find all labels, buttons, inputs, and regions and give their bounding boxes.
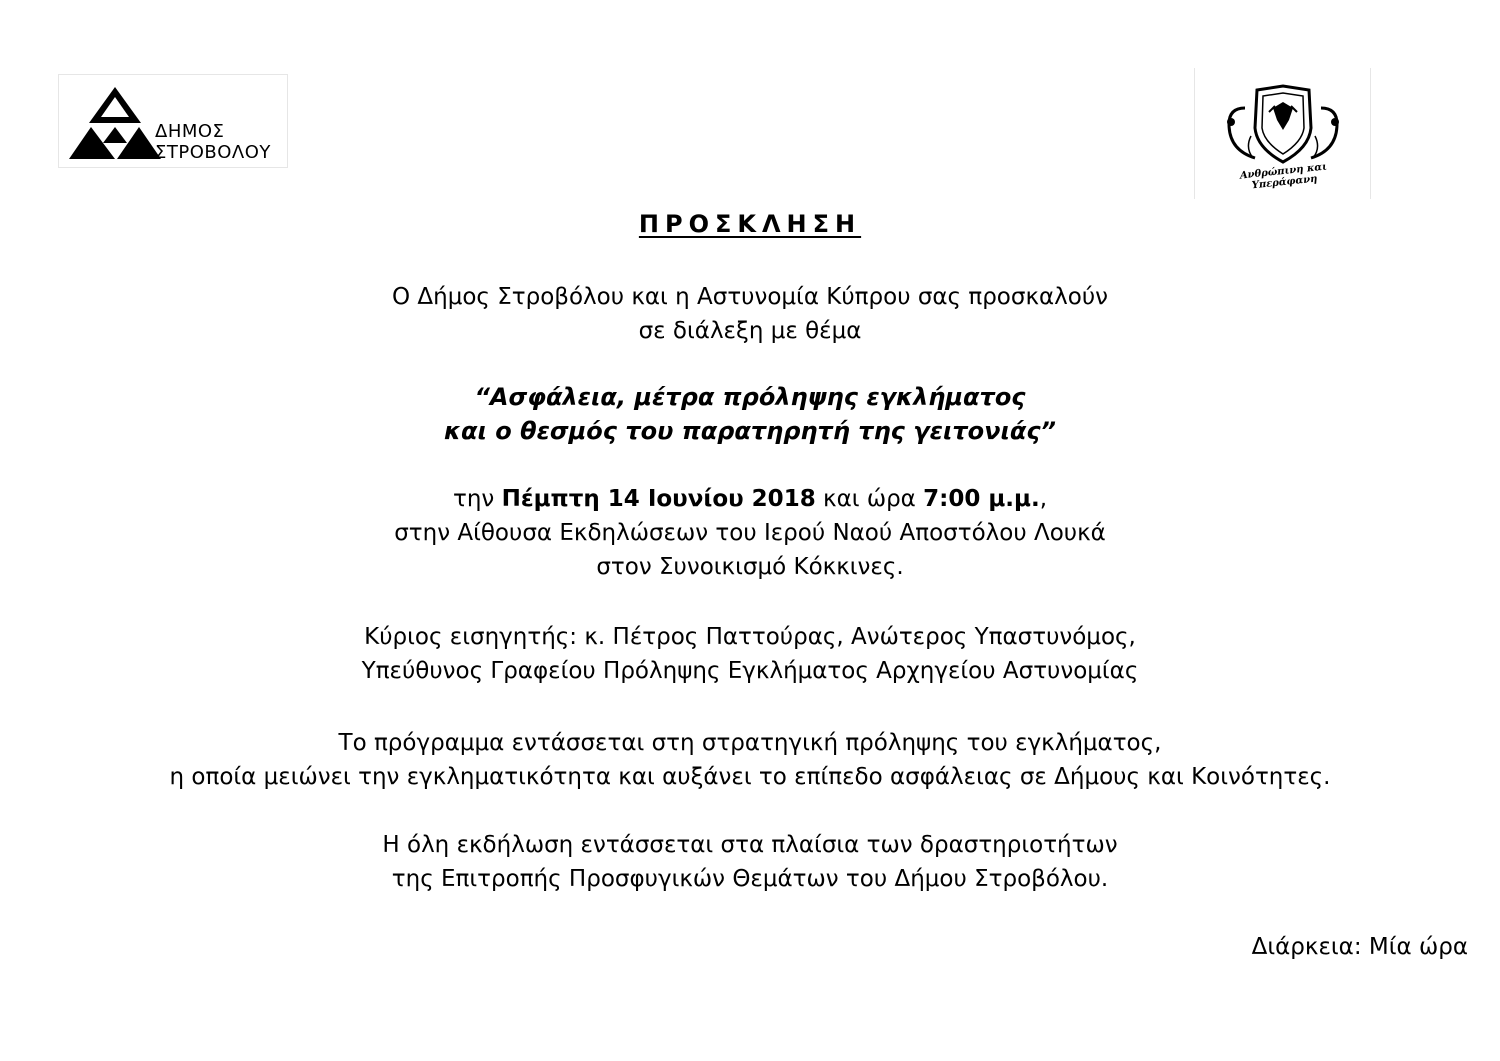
program-line2: η οποία μειώνει την εγκληματικότητα και αυξάνει το επίπεδο ασφάλειας σε Δήμους και Κοινότητες. bbox=[169, 764, 1331, 790]
event-prefix: την bbox=[452, 486, 502, 512]
intro-paragraph bbox=[0, 280, 1500, 348]
logo-text-line2: ΣΤΡΟΒΟΛΟΥ bbox=[155, 142, 271, 163]
event-middle: και ώρα bbox=[815, 486, 924, 512]
program-paragraph bbox=[0, 726, 1500, 794]
event-suffix: , bbox=[1039, 486, 1048, 512]
intro-line1: Ο Δήμος Στροβόλου και η Αστυνομία Κύπρου σας προσκαλούν bbox=[391, 284, 1109, 310]
triangles-logo-icon bbox=[69, 83, 161, 163]
page-title: ΠΡΟΣΚΛΗΣΗ bbox=[638, 210, 862, 238]
framework-line2: της Επιτροπής Προσφυγικών Θεμάτων του Δήμου Στροβόλου. bbox=[391, 866, 1109, 892]
speaker-line1: Κύριος εισηγητής: κ. Πέτρος Παττούρας, Ανώτερος Υπαστυνόμος, bbox=[364, 624, 1136, 650]
framework-paragraph bbox=[0, 828, 1500, 896]
program-line1: Το πρόγραμμα εντάσσεται στη στρατηγική πρόληψης του εγκλήματος, bbox=[338, 730, 1162, 756]
topic-line2: και ο θεσμός του παρατηρητή της γειτονιάς” bbox=[443, 417, 1056, 445]
framework-line1: Η όλη εκδήλωση εντάσσεται στα πλαίσια των δραστηριοτήτων bbox=[382, 832, 1118, 858]
speaker-line2: Υπεύθυνος Γραφείου Πρόληψης Εγκλήματος Αρχηγείου Αστυνομίας bbox=[361, 658, 1139, 684]
police-emblem bbox=[1194, 68, 1371, 199]
event-time: 7:00 μ.μ. bbox=[923, 486, 1040, 512]
speaker-paragraph bbox=[0, 620, 1500, 688]
event-details bbox=[0, 482, 1500, 584]
event-datetime-line bbox=[0, 482, 1500, 516]
event-date: Πέμπτη 14 Ιουνίου 2018 bbox=[501, 486, 816, 512]
event-area: στον Συνοικισμό Κόκκινες. bbox=[596, 554, 904, 580]
logo-text-line1: ΔΗΜΟΣ bbox=[155, 121, 225, 142]
lecture-topic bbox=[0, 380, 1500, 448]
police-motto: Ανθρώπινη και Υπεράφανη bbox=[1239, 161, 1328, 192]
duration-note: Διάρκεια: Μία ώρα bbox=[1251, 934, 1468, 960]
intro-line2: σε διάλεξη με θέμα bbox=[638, 318, 862, 344]
strovolos-logo-text bbox=[155, 121, 271, 163]
event-venue: στην Αίθουσα Εκδηλώσεων του Ιερού Ναού Αποστόλου Λουκά bbox=[394, 520, 1106, 546]
topic-line1: “Ασφάλεια, μέτρα πρόληψης εγκλήματος bbox=[474, 383, 1026, 411]
strovolos-logo bbox=[58, 74, 288, 168]
